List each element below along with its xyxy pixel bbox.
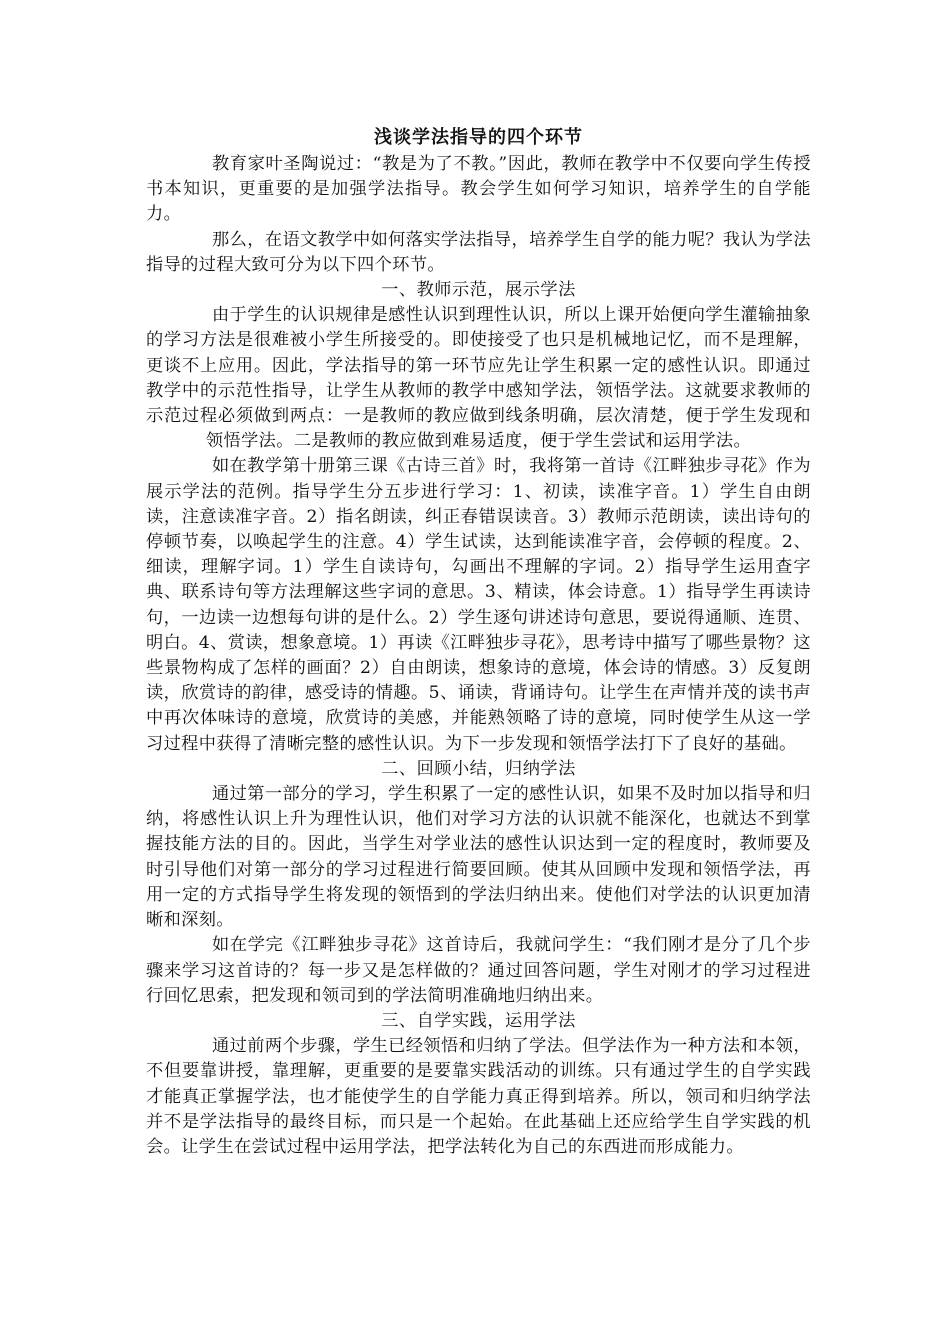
document-title: 浅谈学法指导的四个环节 <box>374 127 583 148</box>
section-3-heading: 三、自学实践，运用学法 <box>381 1010 576 1031</box>
section-1-heading: 一、教师示范，展示学法 <box>381 280 576 301</box>
document-page <box>146 124 811 1160</box>
section-1-paragraph-2: 如在教学第十册第三课《古诗三首》时，我将第一首诗《江畔独步寻花》作为展示学法的范例。指导学生分五步进行学习：1、初读，读准字音。1）学生自由朗读，注意读准字音。2）指名朗读，纠正春错误读音。3）教师示范朗读，读出诗句的停顿节奏，以唤起学生的注意。4）学生试读，达到能读准字音，会停顿的程度。2、细读，理解字词。1）学生自读诗句，勾画出不理解的字词。2）指导学生运用查字典、联系诗句等方法理解这些字词的意思。3、精读，体会诗意。1）指导学生再读诗句，一边读一边想每句讲的是什么。2）学生逐句讲述诗句意思，要说得通顺、连贯、明白。4、赏读，想象意境。1）再读《江畔独步寻花》，思考诗中描写了哪些景物？这些景物构成了怎样的画面？2）自由朗读，想象诗的意境，体会诗的情感。3）反复朗读，欣赏诗的韵律，感受诗的情趣。5、诵读，背诵诗句。让学生在声情并茂的读书声中再次体味诗的意境，欣赏诗的美感，并能熟领略了诗的意境，同时使学生从这一学习过程中获得了清晰完整的感性认识。为下一步发现和领悟学法打下了良好的基础。 <box>146 456 811 754</box>
section-2-heading: 二、回顾小结，归纳学法 <box>381 758 576 779</box>
section-2-paragraph-1: 通过第一部分的学习，学生积累了一定的感性认识，如果不及时加以指导和归纳，将感性认识上升为理性认识，他们对学习方法的认识就不能深化，也就达不到掌握技能方法的目的。因此，当学生对学业法的感性认识达到一定的程度时，教师要及时引导他们对第一部分的学习过程进行简要回顾。使其从回顾中发现和领悟学法，再用一定的方式指导学生将发现的领悟到的学法归纳出来。使他们对学法的认识更加清晰和深刻。 <box>146 784 811 931</box>
intro-paragraph-2: 那么，在语文教学中如何落实学法指导，培养学生自学的能力呢？我认为学法指导的过程大致可分为以下四个环节。 <box>146 229 811 275</box>
section-2-paragraph-2: 如在学完《江畔独步寻花》这首诗后，我就问学生：“我们刚才是分了几个步骤来学习这首诗的？每一步又是怎样做的？通过回答问题，学生对刚才的学习过程进行回忆思索，把发现和领司到的学法简明准确地归纳出来。 <box>146 935 811 1006</box>
section-1-paragraph-1: 由于学生的认识规律是感性认识到理性认识，所以上课开始便向学生灌输抽象的学习方法是很难被小学生所接受的。即使接受了也只是机械地记忆，而不是理解，更谈不上应用。因此，学法指导的第一环节应先让学生积累一定的感性认识。即通过教学中的示范性指导，让学生从教师的教学中感知学法，领悟学法。这就要求教师的示范过程必须做到两点：一是教师的教应做到线条明确，层次清楚，便于学生发现和领悟学法。二是教师的教应做到难易适度，便于学生尝试和运用学法。 <box>146 305 811 452</box>
intro-paragraph-1: 教育家叶圣陶说过：“教是为了不教。”因此，教师在教学中不仅要向学生传授书本知识，更重要的是加强学法指导。教会学生如何学习知识，培养学生的自学能力。 <box>146 154 811 225</box>
section-3-paragraph-1: 通过前两个步骤，学生已经领悟和归纳了学法。但学法作为一种方法和本领，不但要靠讲授，靠理解，更重要的是要靠实践活动的训练。只有通过学生的自学实践才能真正掌握学法，也才能使学生的自学能力真正得到培养。所以，领司和归纳学法并不是学法指导的最终目标，而只是一个起始。在此基础上还应给学生自学实践的机会。让学生在尝试过程中运用学法，把学法转化为自己的东西进而形成能力。 <box>146 1036 811 1157</box>
